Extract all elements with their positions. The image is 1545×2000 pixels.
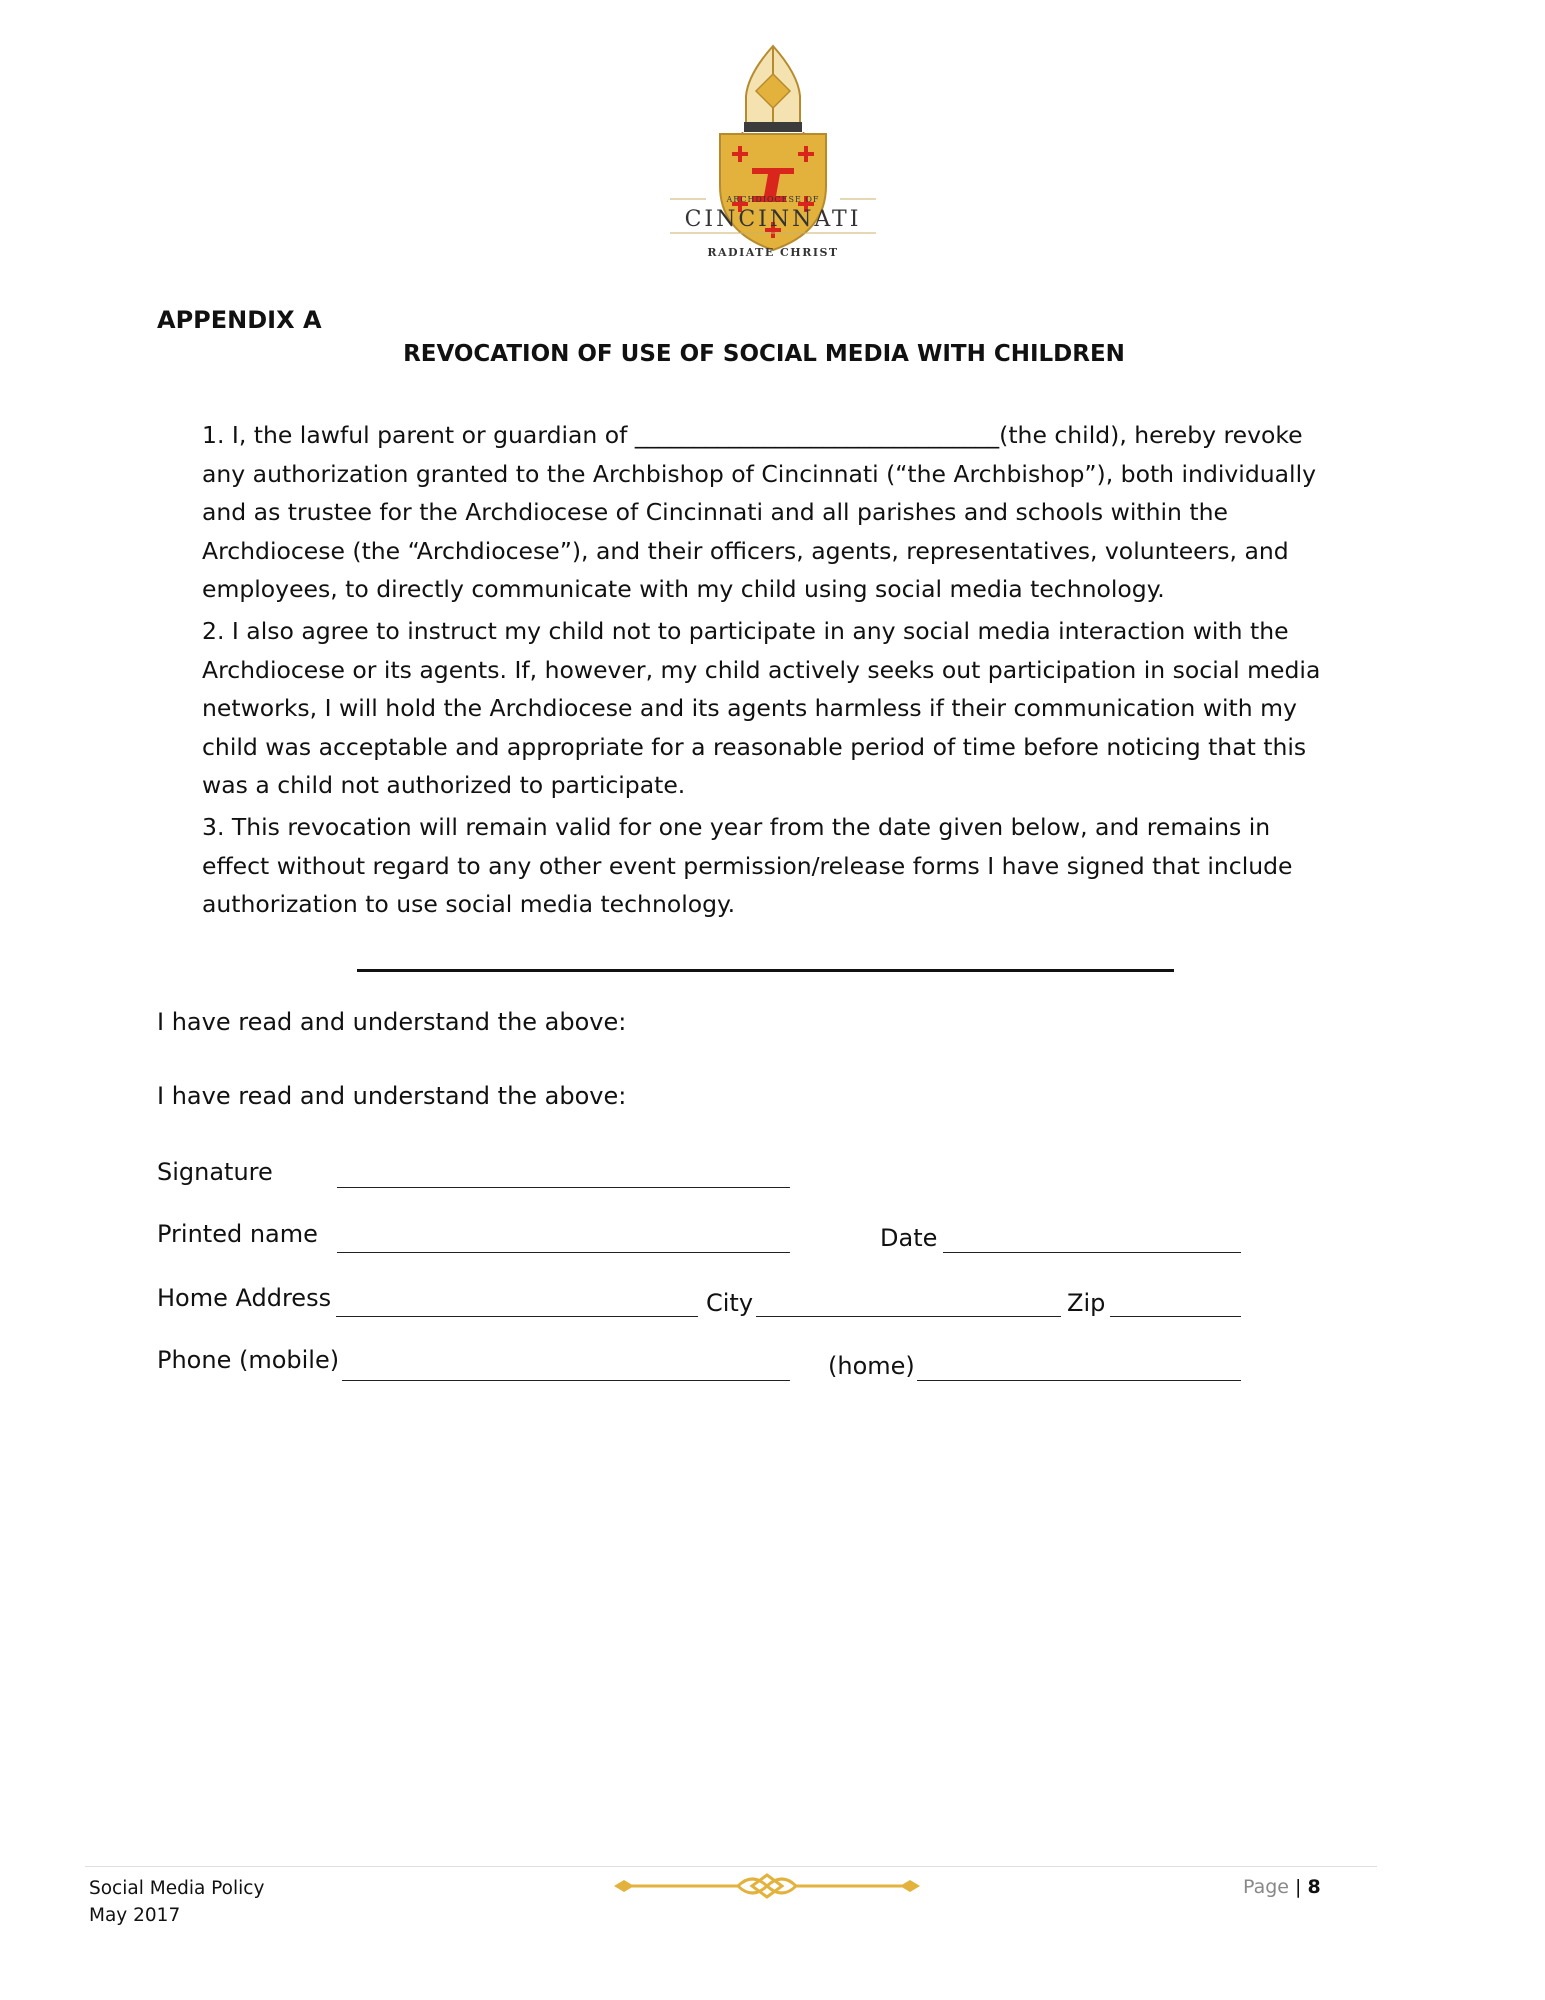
paragraph-3: 3. This revocation will remain valid for one year from the date given below, and remains in effect without regard to any other event permission/release forms I have signed that include authorization to use social media technology.	[202, 812, 1293, 919]
page-number	[1243, 1876, 1321, 1898]
zip-field[interactable]	[1110, 1316, 1241, 1317]
footer-doc-date: May 2017	[89, 1905, 181, 1926]
phone-home-field[interactable]	[917, 1380, 1241, 1381]
footer-ornament-icon	[612, 1866, 922, 1906]
appendix-label: APPENDIX A	[157, 306, 322, 334]
home-address-field[interactable]	[336, 1316, 698, 1317]
page-separator: |	[1295, 1876, 1302, 1898]
printed-name-label: Printed name	[157, 1220, 318, 1248]
logo-motto: RADIATE CHRIST	[707, 246, 839, 259]
paragraph-2: 2. I also agree to instruct my child not to participate in any social media interaction with the Archdiocese or its agents. If, however, my child actively seeks out participation in social media networks, I will hold the Archdiocese and its agents harmless if their communication with my child was acceptable and appropriate for a reasonable period of time before noticing that this was a child not authorized to participate.	[202, 616, 1321, 800]
phone-mobile-field[interactable]	[342, 1380, 790, 1381]
printed-name-field[interactable]	[337, 1252, 790, 1253]
home-address-label: Home Address	[157, 1284, 332, 1312]
logo-line2: CINCINNATI	[684, 207, 862, 232]
footer-info	[89, 1875, 264, 1929]
city-field[interactable]	[756, 1316, 1061, 1317]
paragraph-1: 1. I, the lawful parent or guardian of _______________________________(the child), hereby revoke any authorization granted to the Archbishop of Cincinnati (“the Archbishop”), both individually and as trustee for the Archdiocese of Cincinnati and all parishes and schools within the Archdiocese (the “Archdiocese”), and their officers, agents, representatives, volunteers, and employees, to directly communicate with my child using social media technology.	[202, 421, 1317, 604]
signature-label: Signature	[157, 1158, 273, 1186]
logo-line1: ARCHDIOCESE OF	[726, 195, 820, 204]
page-number-value: 8	[1307, 1876, 1321, 1898]
city-label: City	[706, 1289, 754, 1317]
zip-label: Zip	[1067, 1289, 1106, 1317]
acknowledgment-1: I have read and understand the above:	[157, 1008, 627, 1036]
date-label: Date	[880, 1224, 938, 1252]
signature-field[interactable]	[337, 1187, 790, 1188]
page-word: Page	[1243, 1876, 1289, 1898]
acknowledgment-2: I have read and understand the above:	[157, 1082, 627, 1110]
footer-doc-title: Social Media Policy	[89, 1878, 265, 1899]
phone-home-label: (home)	[828, 1352, 915, 1380]
archdiocese-logo	[668, 36, 878, 276]
phone-mobile-label: Phone (mobile)	[157, 1346, 340, 1374]
date-field[interactable]	[943, 1252, 1241, 1253]
body-text	[202, 416, 1342, 927]
page-title: REVOCATION OF USE OF SOCIAL MEDIA WITH CHILDREN	[403, 341, 1125, 367]
section-divider	[357, 969, 1174, 972]
